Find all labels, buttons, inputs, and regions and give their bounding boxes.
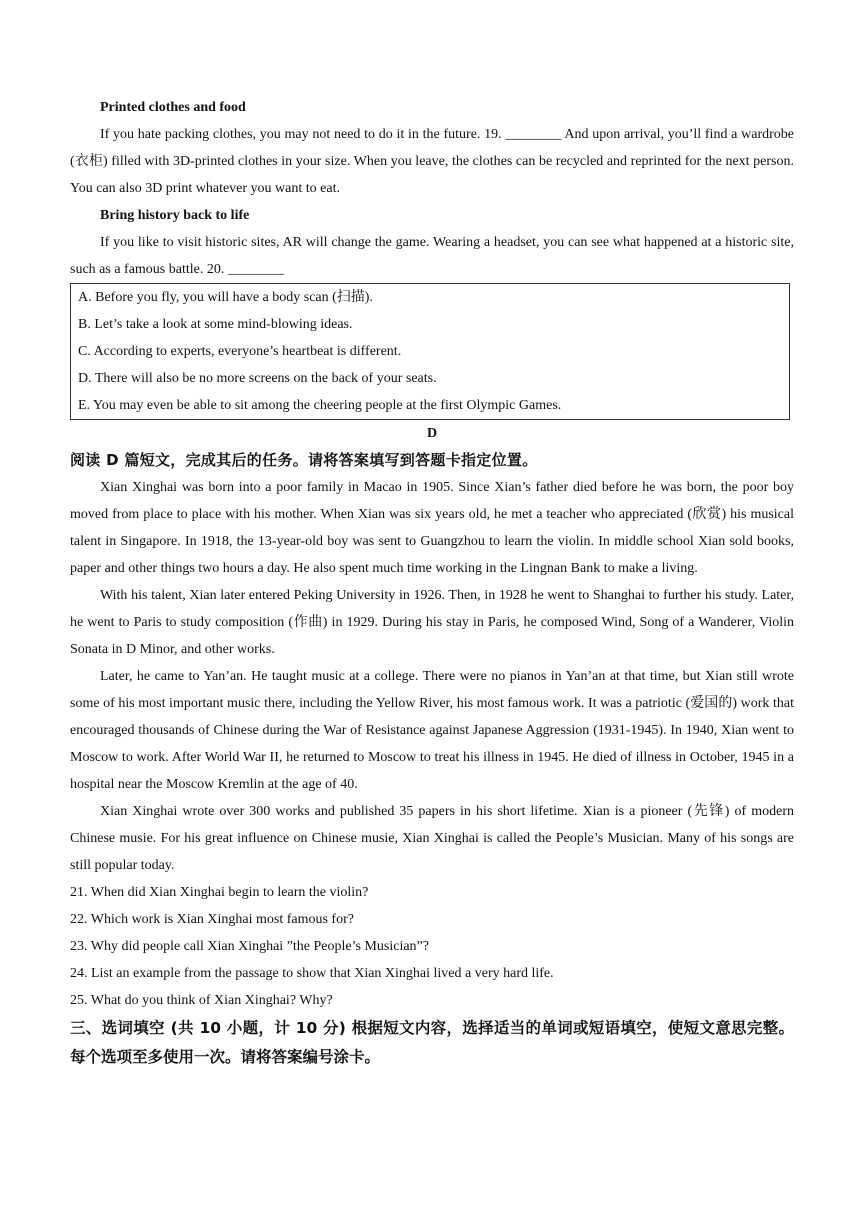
- paragraph-printed-clothes: If you hate packing clothes, you may not need to do it in the future. 19. ________ And upon arrival, you’ll find a wardrobe (衣柜) filled with 3D-printed clothes in your size. When you leave, the clothes can be recycled and reprinted for the next person. You can also 3D print whatever you want to eat.: [70, 127, 794, 196]
- option-c: C. According to experts, everyone’s heartbeat is different.: [78, 344, 402, 359]
- options-box: [70, 283, 790, 420]
- heading-printed-clothes: Printed clothes and food: [100, 100, 246, 115]
- section-3-instruction: 三、选词填空 (共 10 小题，计 10 分) 根据短文内容，选择适当的单词或短语填空，使短文意思完整。每个选项至多使用一次。请将答案编号涂卡。: [70, 1019, 794, 1066]
- passage-paragraph-2: With his talent, Xian later entered Peking University in 1926. Then, in 1928 he went to Shanghai to further his study. Later, he went to Paris to study composition (作曲) in 1929. During his stay in Paris, he composed Wind, Song of a Wanderer, Violin Sonata in D Minor, and other works.: [70, 588, 794, 657]
- question-24: 24. List an example from the passage to show that Xian Xinghai lived a very hard life.: [70, 966, 554, 981]
- option-e: E. You may even be able to sit among the cheering people at the first Olympic Games.: [78, 398, 562, 413]
- paragraph-history: If you like to visit historic sites, AR will change the game. Wearing a headset, you can see what happened at a historic site, such as a famous battle. 20. ________: [70, 235, 794, 277]
- question-25: 25. What do you think of Xian Xinghai? Why?: [70, 993, 333, 1008]
- question-23: 23. Why did people call Xian Xinghai ”the People’s Musician”?: [70, 939, 429, 954]
- option-d: D. There will also be no more screens on the back of your seats.: [78, 371, 437, 386]
- section-d-instruction: 阅读 D 篇短文，完成其后的任务。请将答案填写到答题卡指定位置。: [70, 451, 538, 469]
- question-22: 22. Which work is Xian Xinghai most famous for?: [70, 912, 354, 927]
- question-21: 21. When did Xian Xinghai begin to learn the violin?: [70, 885, 369, 900]
- option-b: B. Let’s take a look at some mind-blowing ideas.: [78, 317, 353, 332]
- passage-paragraph-1: Xian Xinghai was born into a poor family in Macao in 1905. Since Xian’s father died before he was born, the poor boy moved from place to place with his mother. When Xian was six years old, he met a teacher who appreciated (欣赏) his musical talent in Singapore. In 1918, the 13-year-old boy was sent to Guangzhou to learn the violin. In middle school Xian sold books, paper and other things two hours a day. He also spent much time working in the Lingnan Bank to make a living.: [70, 480, 794, 576]
- passage-paragraph-4: Xian Xinghai wrote over 300 works and published 35 papers in his short lifetime. Xian is a pioneer (先锋) of modern Chinese musie. For his great influence on Chinese musie, Xian Xinghai is called the People’s Musician. Many of his songs are still popular today.: [70, 804, 794, 873]
- option-a: A. Before you fly, you will have a body scan (扫描).: [78, 290, 373, 305]
- heading-history: Bring history back to life: [100, 208, 250, 223]
- passage-paragraph-3: Later, he came to Yan’an. He taught music at a college. There were no pianos in Yan’an at that time, but Xian still wrote some of his most important music there, including the Yellow River, his most famous work. It was a patriotic (爱国的) work that encouraged thousands of Chinese during the War of Resistance against Japanese Aggression (1931-1945). In 1940, Xian went to Moscow to work. After World War II, he returned to Moscow to treat his illness in 1945. He died of illness in October, 1945 in a hospital near the Moscow Kremlin at the age of 40.: [70, 669, 794, 792]
- section-d-label: D: [426, 426, 438, 441]
